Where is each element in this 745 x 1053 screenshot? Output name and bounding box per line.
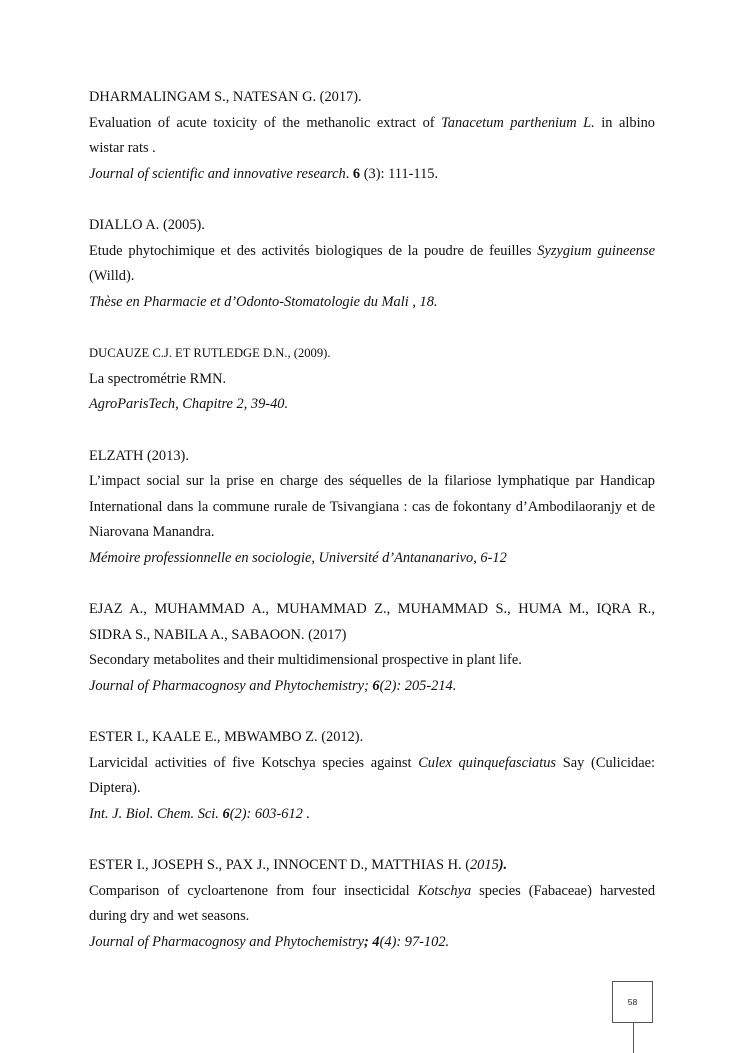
page-number-line [633,1023,634,1053]
reference-authors [89,85,655,111]
text-segment: DIALLO A. (2005). [89,217,205,233]
page-number-box [612,981,653,1023]
text-segment: DHARMALINGAM S., NATESAN G. (2017). [89,89,362,105]
reference-entry [89,597,655,699]
text-segment: ). [498,857,508,873]
text-segment: Kotschya [417,882,472,899]
reference-title [89,469,655,546]
text-segment: Journal of Pharmacognosy and Phytochemistry; [89,677,373,694]
text-segment: ; 4 [363,933,380,950]
text-segment: ESTER I., JOSEPH S., PAX J., INNOCENT D., MATTHIAS H. ( [89,857,470,873]
text-segment: (2): 603-612 . [229,805,311,822]
text-segment: Comparison of cycloartenone from four insecticidal [89,882,418,899]
reference-entry [89,444,655,572]
text-segment: Tanacetum parthenium L. [441,114,595,131]
text-segment: Syzygium guineense [537,242,655,259]
reference-title [89,751,655,802]
text-segment: Mémoire professionnelle en sociologie, Université d’Antananarivo, 6-12 [89,549,507,566]
reference-title [89,111,655,162]
text-segment: Journal of Pharmacognosy and Phytochemistry [89,933,364,950]
text-segment: (4): 97-102. [379,933,450,950]
reference-title [89,367,655,393]
reference-source [89,392,655,418]
text-segment: ESTER I., KAALE E., MBWAMBO Z. (2012). [89,729,364,745]
text-segment: Thèse en Pharmacie et d’Odonto-Stomatologie du Mali , 18. [89,293,438,310]
reference-title [89,648,655,674]
text-segment: (3): 111-115. [360,165,439,182]
reference-entry [89,341,655,418]
text-segment: ELZATH (2013). [89,447,189,464]
reference-authors [89,213,655,239]
reference-authors [89,444,655,470]
text-segment: . [345,165,353,182]
text-segment: Journal of scientific and innovative research [89,165,346,182]
text-segment: EJAZ A., MUHAMMAD A., MUHAMMAD Z., MUHAMMAD S., HUMA M., IQRA R., SIDRA S., NABILA A., SABAOON. (2017) [89,601,655,643]
text-segment: Int. J. Biol. Chem. Sci. [89,805,223,822]
text-segment: 6 [372,677,380,694]
reference-entry [89,725,655,827]
reference-source [89,930,655,956]
reference-entry [89,85,655,187]
text-segment: Evaluation of acute toxicity of the methanolic extract of [89,114,442,131]
reference-list [89,85,655,981]
text-segment: 2015 [469,857,499,873]
reference-source [89,674,655,700]
text-segment: in albino wistar rats . [89,114,655,156]
text-segment: 6 [222,805,230,822]
reference-source [89,546,655,572]
page-number: 58 [627,997,638,1007]
text-segment: La spectrométrie RMN. [89,370,227,387]
text-segment: Say (Culicidae: Diptera). [89,754,655,796]
text-segment: species (Fabaceae) harvested during dry and wet seasons. [89,882,656,924]
reference-entry [89,853,655,955]
text-segment: Larvicidal activities of five Kotschya species against [89,754,419,771]
text-segment: DUCAUZE C.J. ET RUTLEDGE D.N., (2009). [89,346,331,360]
text-segment: Culex quinquefasciatus [418,754,557,771]
reference-authors [89,853,655,879]
reference-title [89,879,655,930]
reference-entry [89,213,655,315]
text-segment: (2): 205-214. [379,677,457,694]
text-segment: Secondary metabolites and their multidimensional prospective in plant life. [89,652,522,668]
text-segment: AgroParisTech, Chapitre 2, 39-40. [89,396,289,412]
text-segment: Etude phytochimique et des activités biologiques de la poudre de feuilles [89,242,538,259]
reference-source [89,162,655,188]
text-segment: (Willd). [89,268,135,284]
reference-authors [89,597,655,648]
reference-source [89,290,655,316]
reference-title [89,239,655,290]
reference-source [89,802,655,828]
text-segment: L’impact social sur la prise en charge des séquelles de la filariose lymphatique par Handicap International dans la commune rurale de Tsivangiana : cas de fokontany d’Ambodilaoranjy et de Niarovana Manandra. [89,473,655,540]
reference-authors [89,725,655,751]
reference-authors [89,341,655,367]
text-segment: 6 [352,165,361,182]
